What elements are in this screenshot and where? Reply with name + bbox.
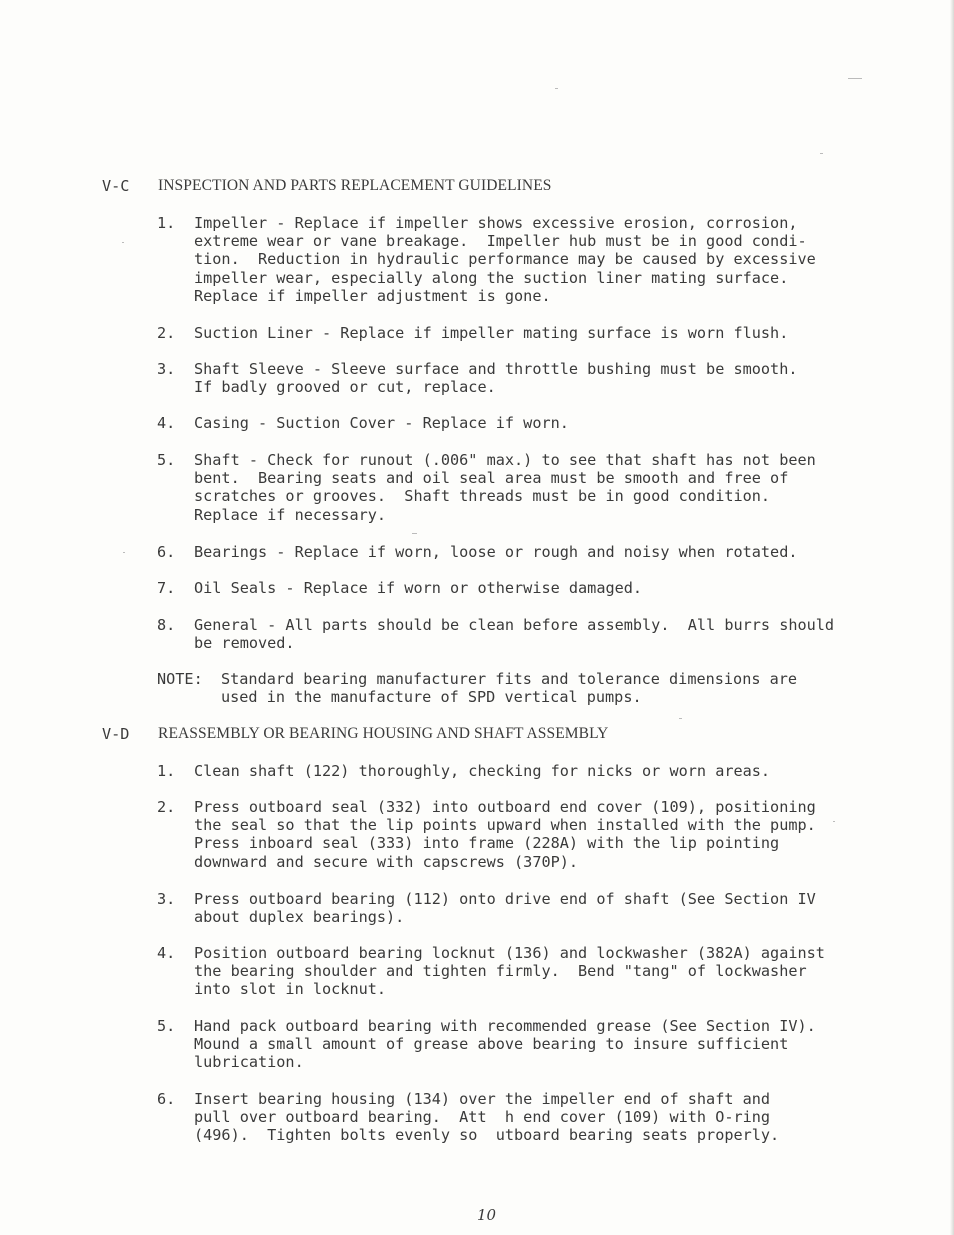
text-line: Shaft Sleeve - Sleeve surface and throttle bushing must be smooth. [194,360,798,378]
scan-speck [122,242,124,243]
item-number: 3. [157,890,176,908]
note-label: NOTE: [157,670,203,688]
text-line: Impeller - Replace if impeller shows excessive erosion, corrosion, [194,214,798,232]
text-line: lubrication. [194,1053,304,1072]
item-text [194,1017,844,1072]
text-line: Mound a small amount of grease above bearing to insure sufficient [194,1035,789,1054]
text-line: be removed. [194,634,295,653]
item-text [194,798,844,871]
text-line: Press outboard bearing (112) onto drive end of shaft (See Section IV [194,890,816,908]
item-number: 2. [157,324,176,342]
text-line: Suction Liner - Replace if impeller mating surface is worn flush. [194,324,789,342]
item-number: 4. [157,944,176,962]
text-line: Casing - Suction Cover - Replace if worn. [194,414,569,432]
item-text [194,944,844,999]
text-line: the seal so that the lip points upward when installed with the pump. [194,816,816,835]
item-text [194,324,844,342]
text-line: the bearing shoulder and tighten firmly. Bend "tang" of lockwasher [194,962,807,981]
item-text [194,414,844,432]
item-number: 2. [157,798,176,816]
text-line: Insert bearing housing (134) over the impeller end of shaft and [194,1090,771,1108]
scan-speck [679,718,682,719]
item-text [194,890,844,926]
item-text [194,762,844,780]
section-title: REASSEMBLY OR BEARING HOUSING AND SHAFT ASSEMBLY [158,725,609,742]
text-line: downward and secure with capscrews (370P). [194,852,579,871]
item-number: 5. [157,451,176,469]
text-line: General - All parts should be clean before assembly. All burrs should [194,616,835,634]
scan-speck [123,552,125,553]
text-line: Oil Seals - Replace if worn or otherwise damaged. [194,579,643,597]
text-line: Bearings - Replace if worn, loose or rough and noisy when rotated. [194,543,798,561]
page-number: 10 [477,1206,497,1224]
text-line: impeller wear, especially along the suction liner mating surface. [194,268,789,287]
text-line: used in the manufacture of SPD vertical pumps. [221,688,642,707]
scan-speck [555,88,558,89]
item-number: 5. [157,1017,176,1035]
note-text [221,670,797,706]
item-text [194,543,844,561]
page-edge [950,0,954,1235]
scan-speck [412,533,417,534]
item-number: 1. [157,762,176,780]
item-text [194,579,844,597]
item-number: 8. [157,616,176,634]
text-line: Position outboard bearing locknut (136) and lockwasher (382A) against [194,944,825,962]
item-number: 6. [157,543,176,561]
item-text [194,214,844,305]
item-number: 3. [157,360,176,378]
text-line: extreme wear or vane breakage. Impeller hub must be in good condi- [194,232,807,251]
scan-speck [848,78,862,79]
text-line: If badly grooved or cut, replace. [194,378,496,397]
scan-speck [820,153,823,154]
section-label: V-C [102,177,130,195]
text-line: into slot in locknut. [194,980,387,999]
item-number: 6. [157,1090,176,1108]
text-line: Shaft - Check for runout (.006" max.) to see that shaft has not been [194,451,816,469]
text-line: bent. Bearing seats and oil seal area must be smooth and free of [194,469,789,488]
item-text [194,360,844,396]
text-line: Replace if impeller adjustment is gone. [194,286,551,305]
item-number: 7. [157,579,176,597]
item-number: 4. [157,414,176,432]
scan-speck [833,821,835,822]
text-line: about duplex bearings). [194,908,405,927]
text-line: (496). Tighten bolts evenly so utboard bearing seats properly. [194,1126,780,1145]
text-line: Replace if necessary. [194,505,387,524]
text-line: Hand pack outboard bearing with recommended grease (See Section IV). [194,1017,816,1035]
section-title: INSPECTION AND PARTS REPLACEMENT GUIDELINES [158,177,552,194]
item-number: 1. [157,214,176,232]
text-line: Standard bearing manufacturer fits and tolerance dimensions are [221,670,798,688]
text-line: Press inboard seal (333) into frame (228A) with the lip pointing [194,834,780,853]
item-text [194,616,844,652]
section-label: V-D [102,725,130,743]
text-line: tion. Reduction in hydraulic performance may be caused by excessive [194,250,816,269]
text-line: Press outboard seal (332) into outboard end cover (109), positioning [194,798,816,816]
text-line: pull over outboard bearing. Att h end cover (109) with O-ring [194,1108,771,1127]
item-text [194,1090,844,1145]
text-line: Clean shaft (122) thoroughly, checking for nicks or worn areas. [194,762,771,780]
text-line: scratches or grooves. Shaft threads must be in good condition. [194,487,771,506]
item-text [194,451,844,524]
